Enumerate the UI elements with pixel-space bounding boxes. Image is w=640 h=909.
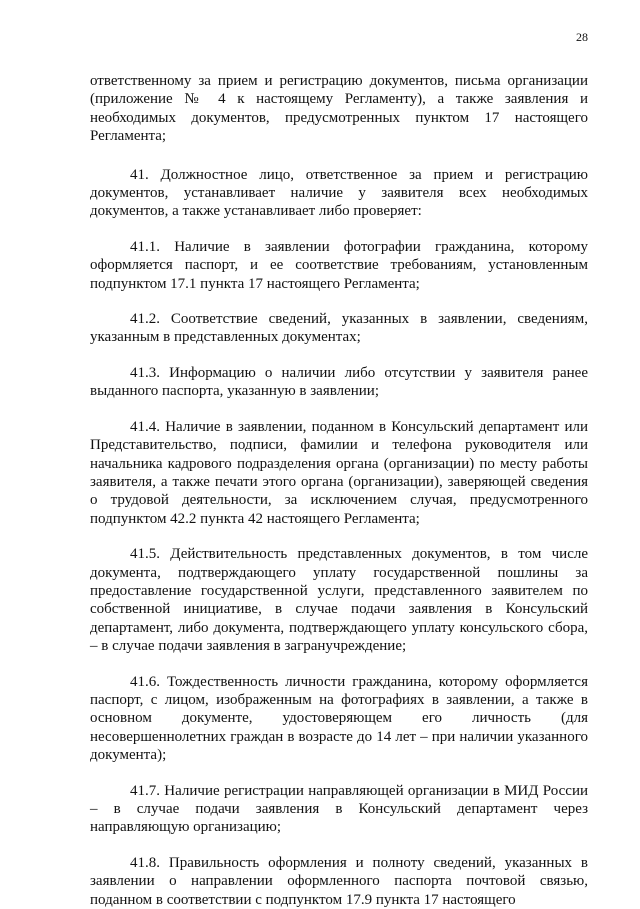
paragraph-41-3: 41.3. Информацию о наличии либо отсутствии у заявителя ранее выданного паспорта, указанную в заявлении; <box>90 364 588 400</box>
paragraph-41-1: 41.1. Наличие в заявлении фотографии гражданина, которому оформляется паспорт, и ее соответствие требованиям, установленным подпунктом 17.1 пункта 17 настоящего Регламента; <box>90 238 588 292</box>
page-number: 28 <box>576 30 588 44</box>
paragraph-41-4: 41.4. Наличие в заявлении, поданном в Консульский департамент или Представительство, подписи, фамилии и телефона руководителя или начальника кадрового подразделения органа (организации) по месту работы заявителя, а также печати этого органа (организации), заверяющей сведения о трудовой деятельности, за исключением случая, предусмотренного подпунктом 42.2 пункта 42 настоящего Регламента; <box>90 418 588 527</box>
paragraph-41-7: 41.7. Наличие регистрации направляющей организации в МИД России – в случае подачи заявления в Консульский департамент через направляющую организацию; <box>90 782 588 836</box>
paragraph-41: 41. Должностное лицо, ответственное за прием и регистрацию документов, устанавливает наличие у заявителя всех необходимых документов, а также устанавливает либо проверяет: <box>90 166 588 220</box>
page-body <box>90 72 588 909</box>
paragraph-41-2: 41.2. Соответствие сведений, указанных в заявлении, сведениям, указанным в представленных документах; <box>90 311 588 346</box>
paragraph-41-6: 41.6. Тождественность личности гражданина, которому оформляется паспорт, с лицом, изображенным на фотографиях в заявлении, а также в основном документе, удостоверяющем его личность (для несовершеннолетних граждан в возрасте до 14 лет – при наличии указанного документа); <box>90 673 588 764</box>
paragraph-41-5: 41.5. Действительность представленных документов, в том числе документа, подтверждающего уплату государственной пошлины за предоставление государственной услуги, представленного заявителем по собственной инициативе, в случае подачи заявления в Консульский департамент, либо документа, подтверждающего уплату консульского сбора, – в случае подачи заявления в загранучреждение; <box>90 546 588 655</box>
paragraph-41-8: 41.8. Правильность оформления и полноту сведений, указанных в заявлении о направлении оформленного паспорта почтовой связью, поданном в соответствии с подпунктом 17.9 пункта 17 настоящего <box>90 854 588 908</box>
paragraph-continuation: ответственному за прием и регистрацию документов, письма организации (приложение № 4 к настоящему Регламенту), а также заявления и необходимых документов, предусмотренных пунктом 17 настоящего Регламента; <box>90 73 588 145</box>
